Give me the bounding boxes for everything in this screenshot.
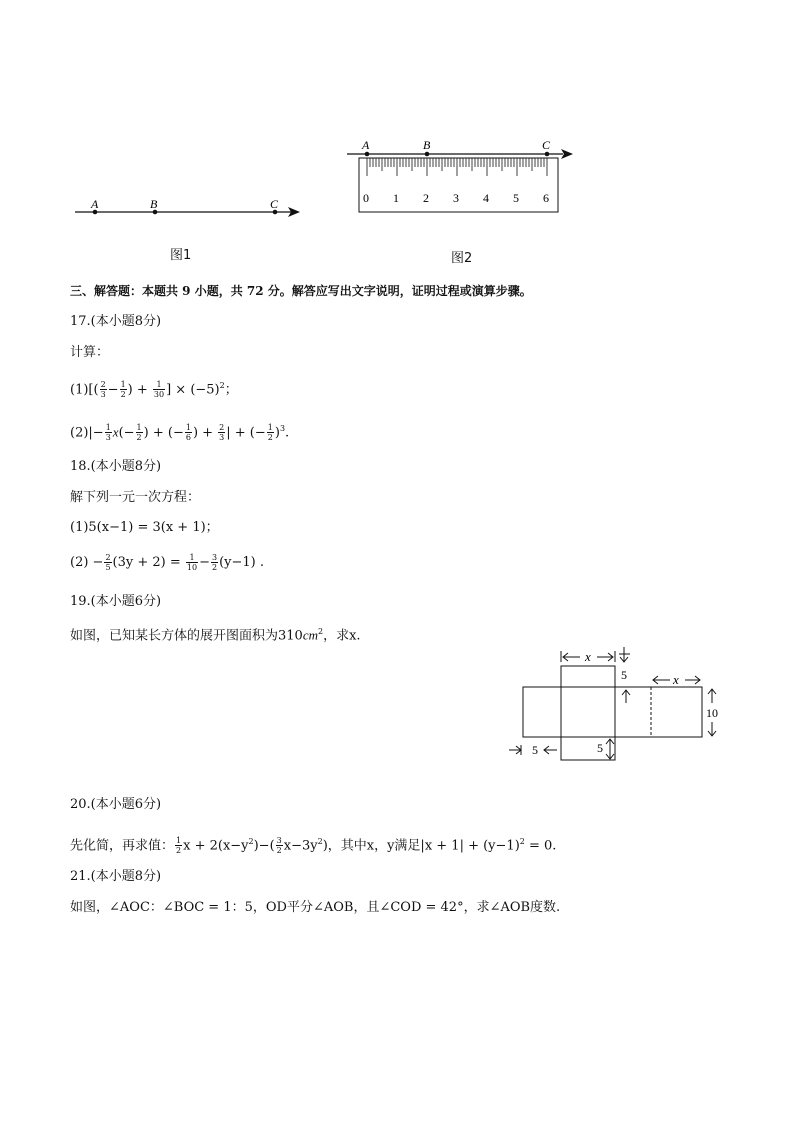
q19-text: 如图，已知某长方体的展开图面积为$310cm^2$，求x. [70,627,361,644]
cuboid-net-figure [505,645,740,770]
q20-text: 先化简，再求值： $\frac{1}{2}$ $x + 2(x-y^2)-$( $\frac{3}{2}$ $x-3y^2$)，其中x，y满足$|x + 1| + (y-1)^2 = 0$. [70,836,557,856]
figure1-label-c: C [270,197,279,211]
q17-intro: 计算： [70,345,110,360]
net-label-ten: 10 [706,706,718,720]
q17-title: 17.(本小题8分) [70,314,162,329]
ruler-number-0: 0 [363,191,369,205]
q18-title: 18.(本小题8分) [70,459,162,474]
q21-text: 如图，∠AOC：∠BOC = 1：5，OD平分∠AOB，且∠COD = 42°，求∠AOB度数. [70,900,561,915]
q18-part2: (2) − $\frac{2}{5}$ (3y + 2) = $\frac{1}{10}$ − $\frac{3}{2}$ (y−1) . [70,553,265,572]
q20-title: 20.(本小题6分) [70,797,162,812]
section3-heading: 三、解答题：本题共 9 小题，共 72 分。解答应写出文字说明，证明过程或演算步骤。 [70,284,532,298]
q19-title: 19.(本小题6分) [70,594,162,609]
net-label-x-top: x [585,649,591,664]
q18-part1: (1)5(x−1) = 3(x + 1)； [70,520,219,535]
net-label-x-right: x [673,672,679,687]
ruler-number-1: 1 [393,191,399,205]
ruler-number-6: 6 [543,191,549,205]
figure-2 [345,135,580,220]
ruler-number-3: 3 [453,191,459,205]
figure-1 [70,195,310,225]
q18-intro: 解下列一元一次方程： [70,490,201,505]
net-label-five-bottom: 5 [597,741,603,755]
net-bottom-face [561,737,615,760]
figure1-label-b: B [150,197,158,211]
figure2-point-a [365,152,370,157]
figure2-label-a: A [362,138,370,152]
net-label-five-top: 5 [621,668,627,682]
q21-title: 21.(本小题8分) [70,869,162,884]
net-right-strip [615,687,702,737]
ruler-ticks [367,158,547,176]
figure1-label-a: A [91,197,99,211]
q17-part2: (2)|− $\frac{1}{3}$ x(− $\frac{1}{2}$ ) + (− $\frac{1}{6}$ ) + $\frac{2}{3}$ | + (− $\frac{1}{2}$ )$^3$. [70,423,290,443]
ruler-number-4: 4 [483,191,489,205]
figure2-label-b: B [423,138,431,152]
net-left-face [523,687,561,737]
net-top-face [561,666,615,687]
figure2-point-b [425,152,430,157]
q17-part1: (1)[( $\frac{2}{3}$ − $\frac{1}{2}$ ) + $\frac{1}{30}$ ] × $(-5)^2$； [70,380,238,400]
figure1-caption: 图1 [170,248,192,263]
figure2-caption: 图2 [451,251,473,266]
figure2-label-c: C [542,138,551,152]
net-label-five-left: 5 [532,743,538,757]
ruler-number-2: 2 [423,191,429,205]
ruler-number-5: 5 [513,191,519,205]
figure2-point-c [545,152,550,157]
